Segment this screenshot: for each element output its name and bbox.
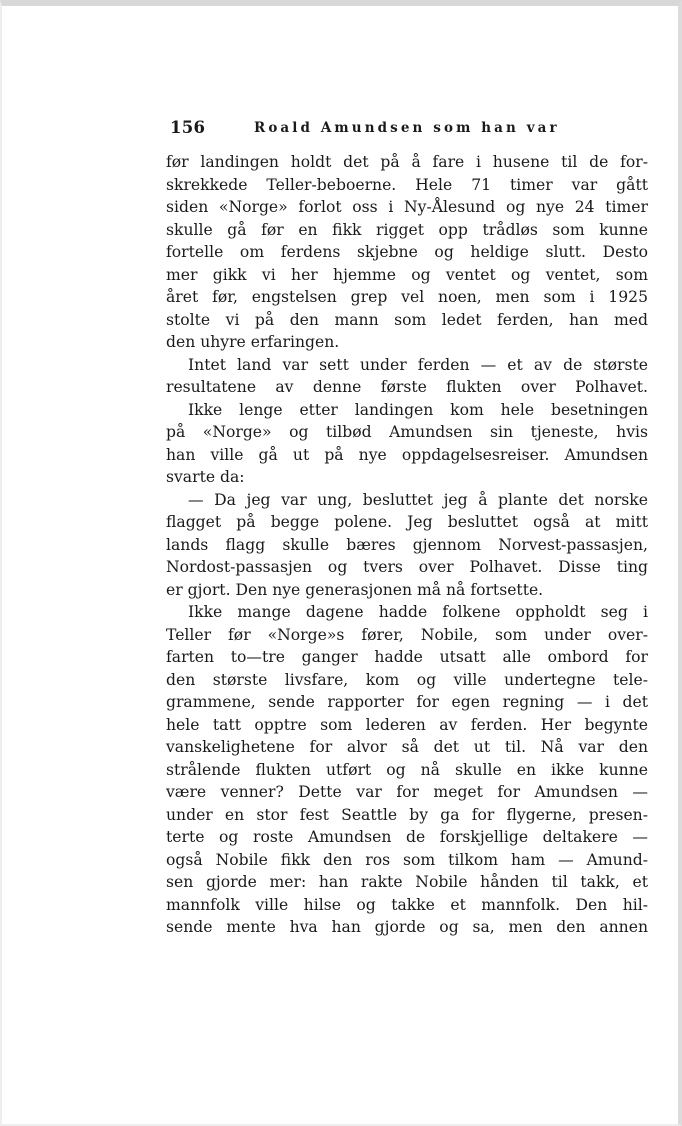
text-line: hele tatt opptre som lederen av ferden. Her begynte xyxy=(166,715,648,734)
text-line: han ville gå ut på nye oppdagelsesreiser. Amundsen xyxy=(166,445,648,464)
text-line: sen gjorde mer: han rakte Nobile hånden til takk, et xyxy=(166,873,648,891)
text-line: Ikke mange dagene hadde folkene oppholdt seg i xyxy=(188,603,648,621)
text-line: Teller før «Norge»s fører, Nobile, som under over- xyxy=(166,625,648,644)
body-text xyxy=(166,151,648,939)
text-line: siden «Norge» forlot oss i Ny-Ålesund og nye 24 timer xyxy=(166,198,648,216)
text-line: vanskelighetene for alvor så det ut til. Nå var den xyxy=(166,738,648,756)
text-line: flagget på begge polene. Jeg besluttet også at mitt xyxy=(166,513,648,531)
text-line: grammene, sende rapporter for egen regning — i det xyxy=(166,693,648,711)
text-line: den største livsfare, kom og ville undertegne tele- xyxy=(166,670,648,689)
text-line: også Nobile fikk den ros som tilkom ham — Amund- xyxy=(166,850,648,869)
page-number: 156 xyxy=(170,118,206,137)
text-line: mer gikk vi her hjemme og ventet og ventet, som xyxy=(166,265,648,284)
text-line: fortelle om ferdens skjebne og heldige slutt. Desto xyxy=(166,243,648,261)
text-line: skulle gå før en fikk rigget opp trådløs som kunne xyxy=(166,220,648,239)
text-line: terte og roste Amundsen de forskjellige deltakere — xyxy=(166,828,648,846)
text-line: på «Norge» og tilbød Amundsen sin tjeneste, hvis xyxy=(166,423,648,441)
text-line: er gjort. Den nye generasjonen må nå fortsette. xyxy=(166,580,544,599)
text-line: Intet land var sett under ferden — et av de største xyxy=(188,355,648,374)
text-line: mannfolk ville hilse og takke et mannfolk. Den hil- xyxy=(166,895,648,914)
text-line: lands flagg skulle bæres gjennom Norvest-passasjen, xyxy=(166,535,648,554)
page-header xyxy=(170,118,650,140)
text-line: farten to—tre ganger hadde utsatt alle ombord for xyxy=(166,648,648,666)
text-line: under en stor fest Seattle by ga for flygerne, presen- xyxy=(166,805,648,824)
text-line: stolte vi på den mann som ledet ferden, han med xyxy=(166,310,648,329)
running-title: Roald Amundsen som han var xyxy=(254,120,560,136)
text-line: Ikke lenge etter landingen kom hele besetningen xyxy=(188,400,648,419)
text-line: året før, engstelsen grep vel noen, men som i 1925 xyxy=(166,288,648,306)
text-line: strålende flukten utført og nå skulle en ikke kunne xyxy=(166,760,648,779)
text-line: Nordost-passasjen og tvers over Polhavet. Disse ting xyxy=(166,558,648,576)
text-line: sende mente hva han gjorde og sa, men den annen xyxy=(166,918,648,936)
text-line: den uhyre erfaringen. xyxy=(166,333,340,351)
text-line: svarte da: xyxy=(166,468,245,486)
text-line: være venner? Dette var for meget for Amundsen — xyxy=(166,783,648,801)
text-line: skrekkede Teller-beboerne. Hele 71 timer var gått xyxy=(166,175,648,194)
text-line: før landingen holdt det på å fare i husene til de for- xyxy=(166,153,648,171)
text-line: — Da jeg var ung, besluttet jeg å plante det norske xyxy=(188,490,648,509)
text-line: resultatene av denne første flukten over Polhavet. xyxy=(166,378,648,396)
